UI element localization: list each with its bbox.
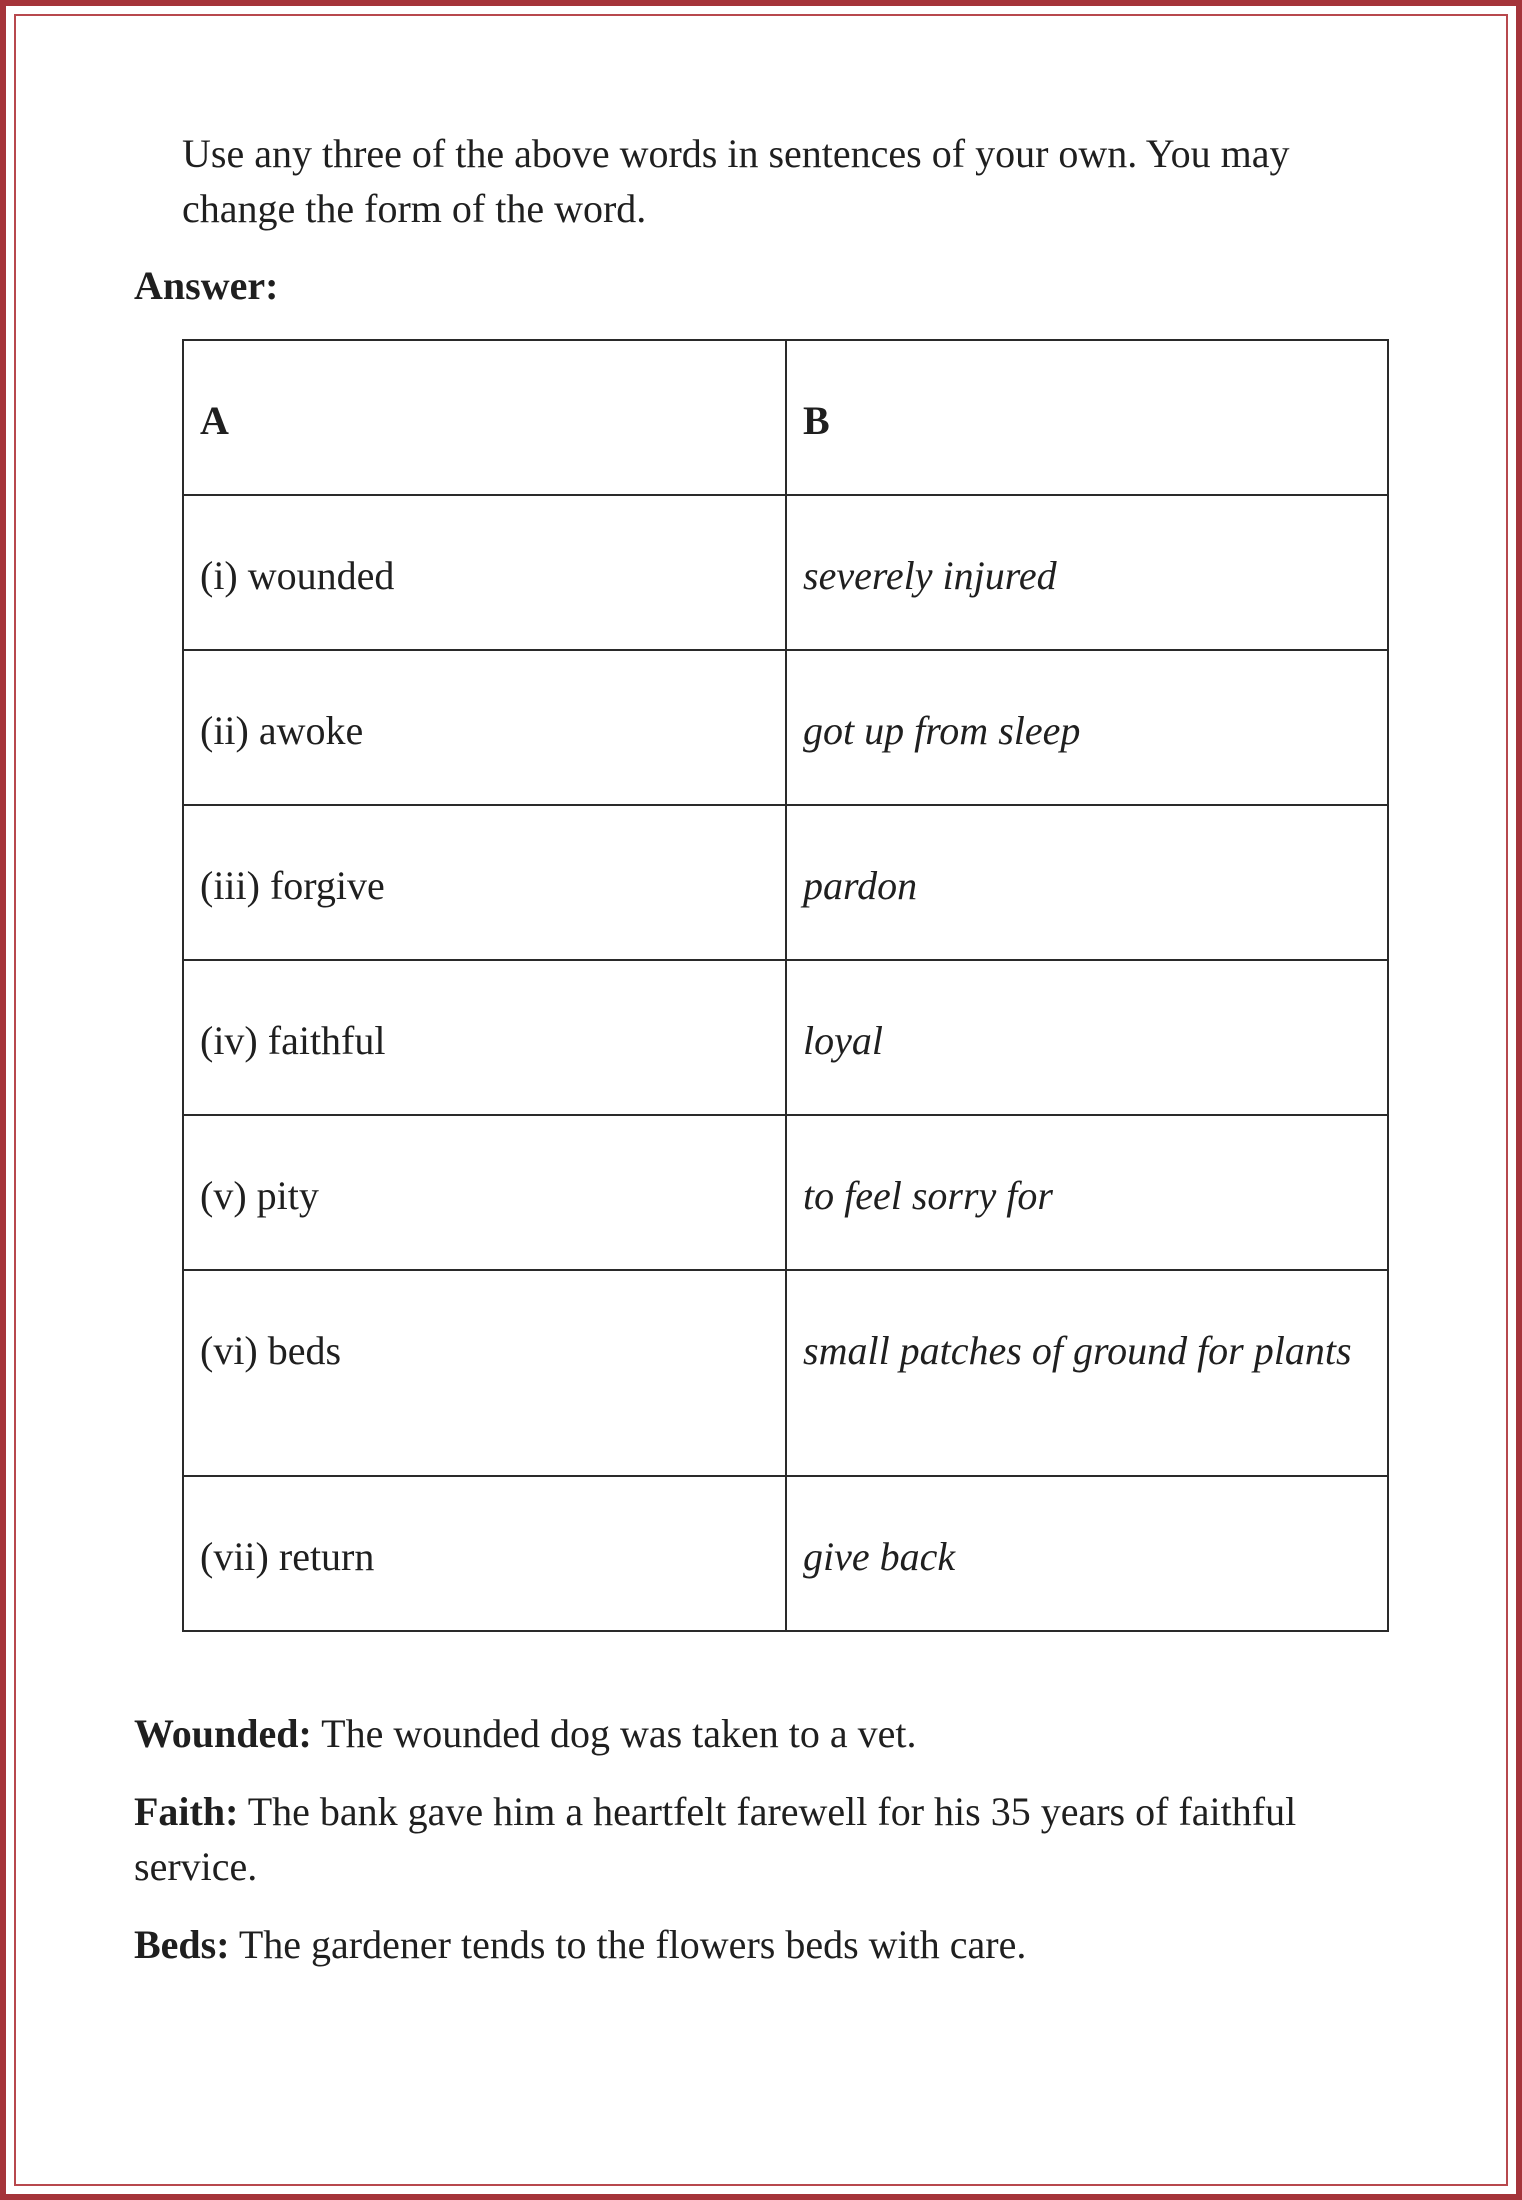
table-row	[183, 960, 1388, 1115]
example-sentence-faith	[134, 1784, 1364, 1894]
word-cell: (v) pity	[183, 1115, 786, 1270]
meaning-cell: got up from sleep	[786, 650, 1388, 805]
table-row	[183, 495, 1388, 650]
table-row	[183, 650, 1388, 805]
word-cell: (vi) beds	[183, 1270, 786, 1476]
word-cell: (ii) awoke	[183, 650, 786, 805]
table-header-row	[183, 340, 1388, 495]
table-row	[183, 805, 1388, 960]
example-label: Wounded:	[134, 1711, 312, 1756]
example-text: The wounded dog was taken to a vet.	[321, 1711, 917, 1756]
example-sentence-wounded	[134, 1706, 1364, 1761]
vocabulary-table	[182, 339, 1389, 1632]
answer-heading: Answer:	[134, 263, 279, 308]
example-label: Beds:	[134, 1922, 230, 1967]
word-cell: (iii) forgive	[183, 805, 786, 960]
word-cell: (i) wounded	[183, 495, 786, 650]
column-header-b: B	[786, 340, 1388, 495]
meaning-cell: pardon	[786, 805, 1388, 960]
word-cell: (iv) faithful	[183, 960, 786, 1115]
table-row	[183, 1476, 1388, 1631]
example-text: The bank gave him a heartfelt farewell for his 35 years of faithful service.	[134, 1789, 1297, 1889]
instruction-text: Use any three of the above words in sentences of your own. You may change the form of the word.	[182, 131, 1290, 231]
example-sentence-beds	[134, 1917, 1364, 1972]
table-row	[183, 1115, 1388, 1270]
table-row	[183, 1270, 1388, 1476]
meaning-cell: loyal	[786, 960, 1388, 1115]
meaning-cell: give back	[786, 1476, 1388, 1631]
meaning-cell: to feel sorry for	[786, 1115, 1388, 1270]
example-label: Faith:	[134, 1789, 239, 1834]
meaning-cell: small patches of ground for plants	[786, 1270, 1388, 1476]
meaning-cell: severely injured	[786, 495, 1388, 650]
column-header-a: A	[183, 340, 786, 495]
word-cell: (vii) return	[183, 1476, 786, 1631]
example-text: The gardener tends to the flowers beds with care.	[238, 1922, 1027, 1967]
